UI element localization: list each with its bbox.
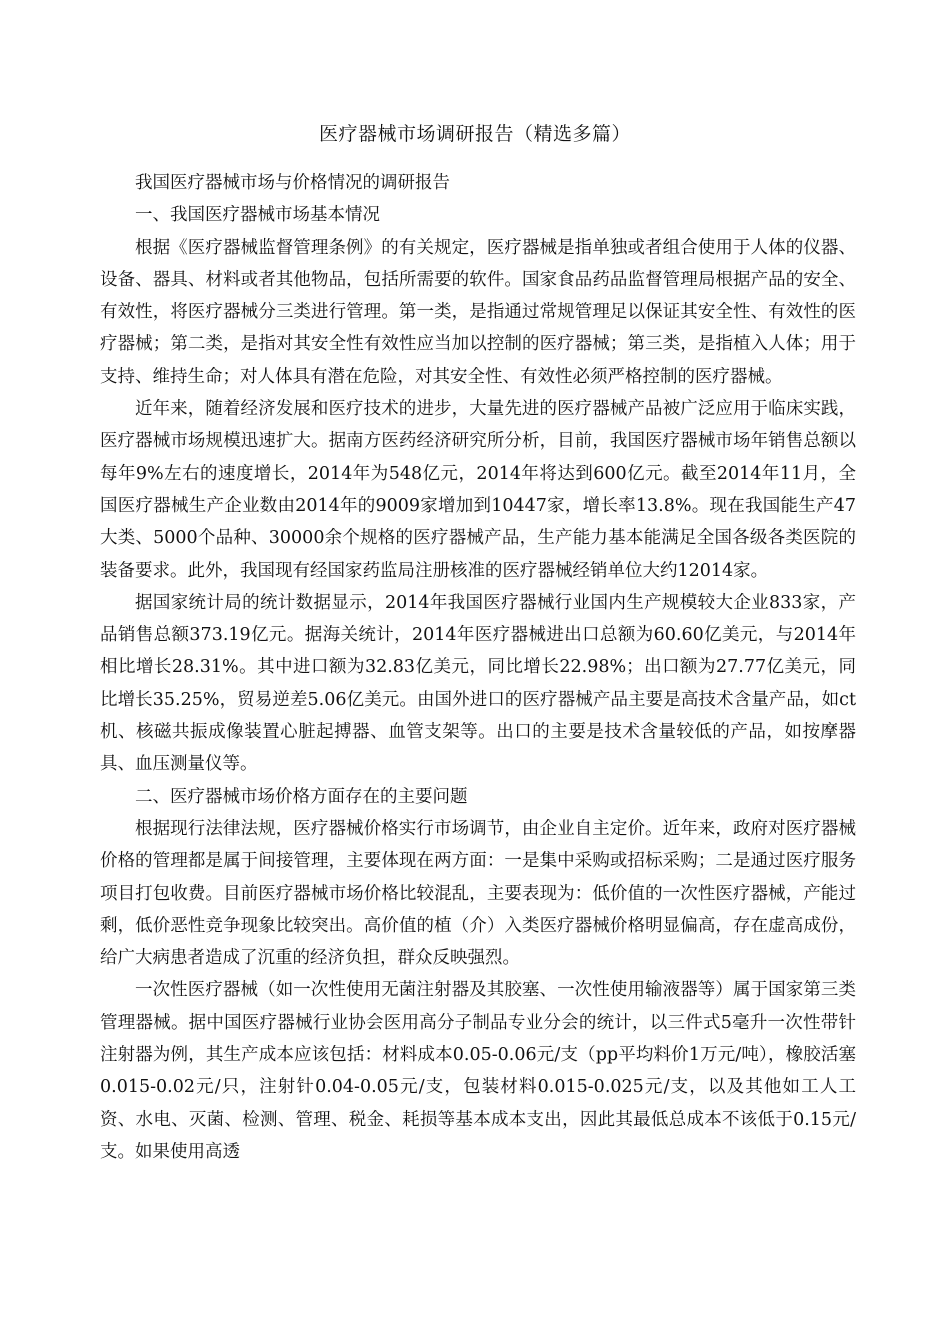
body-paragraph: 据国家统计局的统计数据显示，2014年我国医疗器械行业国内生产规模较大企业833家，产品销售总额373.19亿元。据海关统计，2014年医疗器械进出口总额为60.60亿美元，与2014年相比增长28.31%。其中进口额为32.83亿美元，同比增长22.98%；出口额为27.77亿美元，同比增长35.25%，贸易逆差5.06亿美元。由国外进口的医疗器械产品主要是高技术含量产品，如ct机、核磁共振成像装置心脏起搏器、血管支架等。出口的主要是技术含量较低的产品，如按摩器具、血压测量仪等。 bbox=[100, 592, 856, 775]
body-paragraph: 根据现行法律法规，医疗器械价格实行市场调节，由企业自主定价。近年来，政府对医疗器械价格的管理都是属于间接管理，主要体现在两方面：一是集中采购或招标采购；二是通过医疗服务项目打包收费。目前医疗器械市场价格比较混乱，主要表现为：低价值的一次性医疗器械，产能过剩，低价恶性竞争现象比较突出。高价值的植（介）入类医疗器械价格明显偏高，存在虚高成份，给广大病患者造成了沉重的经济负担，群众反映强烈。 bbox=[100, 818, 856, 969]
section-heading-1: 一、我国医疗器械市场基本情况 bbox=[135, 205, 380, 226]
document-title: 医疗器械市场调研报告（精选多篇） bbox=[318, 123, 631, 145]
document-body bbox=[100, 167, 856, 1168]
body-paragraph: 近年来，随着经济发展和医疗技术的进步，大量先进的医疗器械产品被广泛应用于临床实践，医疗器械市场规模迅速扩大。据南方医药经济研究所分析，目前，我国医疗器械市场年销售总额以每年9%左右的速度增长，2014年为548亿元，2014年将达到600亿元。截至2014年11月，全国医疗器械生产企业数由2014年的9009家增加到10447家，增长率13.8%。现在我国能生产47大类、5000个品种、30000余个规格的医疗器械产品，生产能力基本能满足全国各级各类医院的装备要求。此外，我国现有经国家药监局注册核准的医疗器械经销单位大约12014家。 bbox=[100, 399, 856, 581]
section-heading-2: 二、医疗器械市场价格方面存在的主要问题 bbox=[135, 786, 468, 807]
body-paragraph: 一次性医疗器械（如一次性使用无菌注射器及其胶塞、一次性使用输液器等）属于国家第三类管理器械。据中国医疗器械行业协会医用高分子制品专业分会的统计，以三件式5毫升一次性带针注射器为例，其生产成本应该包括：材料成本0.05-0.06元/支（pp平均料价1万元/吨），橡胶活塞0.015-0.02元/只，注射针0.04-0.05元/支，包装材料0.015-0.025元/支，以及其他如工人工资、水电、灭菌、检测、管理、税金、耗损等基本成本支出，因此其最低总成本不该低于0.15元/支。如果使用高透 bbox=[100, 980, 856, 1162]
report-subtitle: 我国医疗器械市场与价格情况的调研报告 bbox=[135, 173, 450, 193]
body-paragraph: 根据《医疗器械监督管理条例》的有关规定，医疗器械是指单独或者组合使用于人体的仪器、设备、器具、材料或者其他物品，包括所需要的软件。国家食品药品监督管理局根据产品的安全、有效性，将医疗器械分三类进行管理。第一类，是指通过常规管理足以保证其安全性、有效性的医疗器械；第二类，是指对其安全性有效性应当加以控制的医疗器械；第三类，是指植入人体；用于支持、维持生命；对人体具有潜在危险，对其安全性、有效性必须严格控制的医疗器械。 bbox=[100, 237, 856, 387]
